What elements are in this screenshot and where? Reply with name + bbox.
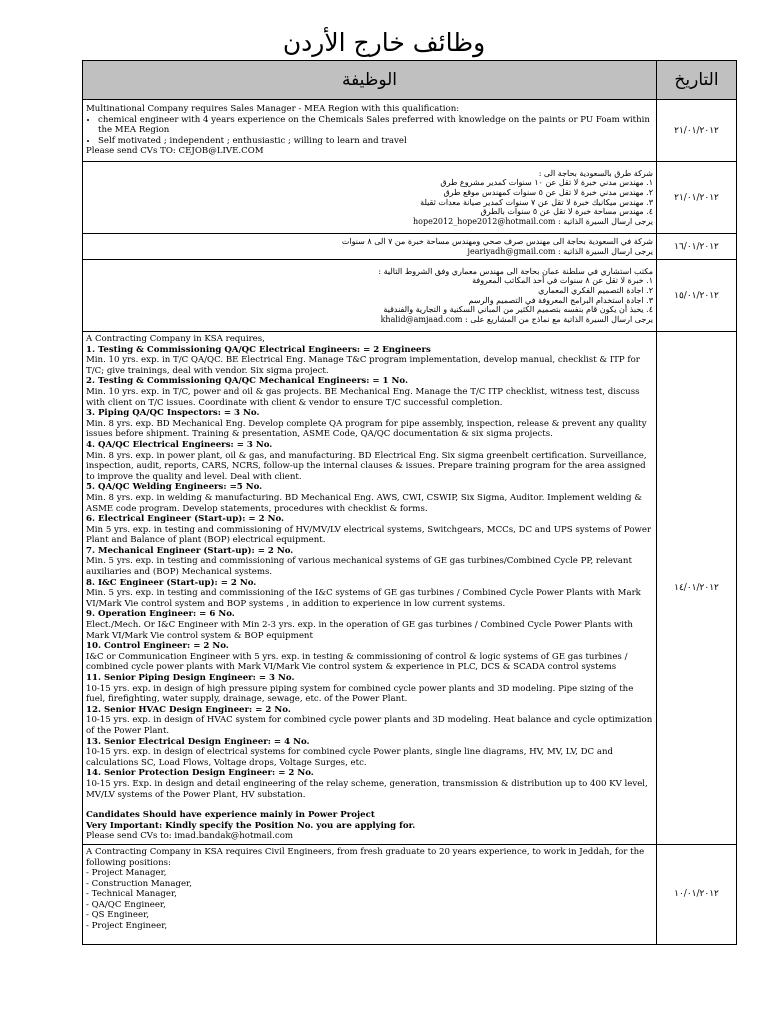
- job-cell: [83, 100, 657, 162]
- job-cell: [83, 234, 657, 260]
- job-bullets: [86, 115, 653, 147]
- position-heading: [86, 768, 653, 779]
- position-title: 6. Electrical Engineer (Start-up): = 2 No.: [86, 514, 285, 525]
- position-item: [86, 889, 653, 900]
- job-cell: [83, 332, 657, 845]
- position-description: I&C or Communication Engineer with 5 yrs. exp. in testing & commissioning of control & logic systems of GE gas turbines / combined cycle power plants with Mark VI/Mark Vie control system & experience in PLC, DCS & SCADA control systems: [86, 651, 628, 673]
- position-title: 14. Senior Protection Design Engineer: = 2 No.: [86, 768, 314, 779]
- table-row: [83, 100, 737, 162]
- position-description: Min. 5 yrs. exp. in testing and commissioning of the I&C systems of GE gas turbines / Combined Cycle Power Plants with Mark VI/Mark Vie control system and BOP systems , in addition to experience in low current systems.: [86, 588, 641, 609]
- position-item: [86, 879, 653, 890]
- job-contact: Please send CVs to: imad.bandak@hotmail.com: [86, 831, 294, 842]
- position-title: 8. I&C Engineer (Start-up): = 2 No.: [86, 577, 257, 588]
- position-heading: [86, 737, 653, 748]
- position-label: Project Engineer,: [91, 921, 168, 932]
- position-description: Min. 8 yrs. exp. BD Mechanical Eng. Develop complete QA program for pipe assembly, inspection, release & prevent any quality issues before shipment. Training & presentation, ASME Code, QA/QC documentation & six sigma projects.: [86, 418, 647, 440]
- date-cell: ١٤/٠١/٢٠١٢: [657, 332, 737, 845]
- position-description: 10-15 yrs. exp. in design of HVAC system for combined cycle power plants and 3D modeling. Heat balance and cycle optimization of the Power Plant.: [86, 715, 653, 736]
- dash-bullet: -: [86, 921, 92, 932]
- position-item: [86, 868, 653, 879]
- position-heading: [86, 609, 653, 620]
- job-contact: يرجى ارسال السيرة الذاتية مع نماذج من المشاريع على : khalid@amjaad.com: [380, 314, 653, 324]
- table-row: [83, 234, 737, 260]
- header-job: الوظيفة: [83, 61, 657, 100]
- date-cell: ١٠/٠١/٢٠١٢: [657, 844, 737, 944]
- job-intro: A Contracting Company in KSA requires Civil Engineers, from fresh graduate to 20 years experience, to work in Jeddah, for the following positions:: [86, 846, 645, 868]
- job-intro: Multinational Company requires Sales Manager - MEA Region with this qualification:: [86, 104, 460, 115]
- job-line: ٢. اجادة التصميم الفكري المعماري: [538, 285, 653, 295]
- position-title: 1. Testing & Commissioning QA/QC Electrical Engineers: = 2 Engineers: [86, 344, 431, 355]
- table-row: [83, 844, 737, 944]
- position-label: Technical Manager,: [91, 889, 177, 900]
- job-line: ٤. يحبذ أن يكون قام بنفسه بتصميم الكثير من المباني السكنية و التجارية والفندقية: [383, 305, 653, 315]
- position-list: [86, 868, 653, 932]
- table-row: [83, 260, 737, 332]
- position-description: Min. 8 yrs. exp. in welding & manufacturing. BD Mechanical Eng. AWS, CWI, CSWIP, Six Sigma, Auditor. Implement welding & ASME code program. Develop statements, procedures with checklist & forms.: [86, 492, 642, 514]
- position-heading: [86, 673, 653, 684]
- job-contact: يرجى ارسال السيرة الذاتية : hope2012_hope2012@hotmail.com: [413, 216, 653, 226]
- job-line: ٤. مهندس مساحة خبرة لا تقل عن ٥ سنوات بالطرق: [480, 207, 653, 217]
- position-heading: [86, 705, 653, 716]
- position-heading: [86, 641, 653, 652]
- position-title: 7. Mechanical Engineer (Start-up): = 2 No.: [86, 545, 294, 556]
- job-contact: Please send CVs TO: CEJOB@LIVE.COM: [86, 146, 264, 157]
- header-date: التاريخ: [657, 61, 737, 100]
- position-heading: [86, 376, 653, 387]
- dash-bullet: -: [86, 868, 92, 879]
- table-row: [83, 332, 737, 845]
- position-label: Project Manager,: [91, 868, 167, 879]
- job-line: ١. مهندس مدني خبرة لا تقل عن ١٠ سنوات كمدير مشروع طرق: [440, 178, 653, 188]
- job-line: ٣. اجادة استخدام البرامج المعروفة في التصميم والرسم: [468, 295, 653, 305]
- position-heading: [86, 578, 653, 589]
- job-line: شركة في السعودية بحاجة الى مهندس صرف صحي ومهندس مساحة خبرة من ٧ الى ٨ سنوات: [341, 236, 653, 246]
- position-title: 3. Piping QA/QC Inspectors: = 3 No.: [86, 408, 260, 419]
- position-title: 2. Testing & Commissioning QA/QC Mechanical Engineers: = 1 No.: [86, 376, 408, 387]
- position-label: QA/QC Engineer,: [91, 899, 166, 910]
- date-cell: ٢١/٠١/٢٠١٢: [657, 100, 737, 162]
- position-title: 10. Control Engineer: = 2 No.: [86, 641, 229, 652]
- position-description: Min 5 yrs. exp. in testing and commissioning of HV/MV/LV electrical systems, Switchgears, MCCs, DC and UPS systems of Power Plant and Balance of plant (BOP) electrical equipment.: [86, 524, 652, 546]
- job-intro: A Contracting Company in KSA requires,: [86, 334, 265, 344]
- position-description: Min. 8 yrs. exp. in power plant, oil & gas, and manufacturing. BD Electrical Eng. Six sigma greenbelt certification. Surveillance, inspection, audit, reports, CARS, NCRS, follow-up the internal clauses & issues. Prepare training program for the area assigned to improve the quality and level. Deal with client.: [86, 450, 647, 482]
- jobs-table: [82, 60, 737, 945]
- date-cell: ١٥/٠١/٢٠١٢: [657, 260, 737, 332]
- position-title: 9. Operation Engineer: = 6 No.: [86, 609, 235, 620]
- position-description: 10-15 yrs. exp. in design of high pressure piping system for combined cycle power plants and 3D modeling. Pipe sizing of the fuel, firefighting, water supply, drainage, sewage, etc. of the Power Plant.: [86, 683, 634, 705]
- job-contact: يرجى ارسال السيرة الذاتية : jeariyadh@gmail.com: [467, 246, 653, 256]
- position-description: Min. 10 yrs. exp. in T/C, power and oil & gas projects. BE Mechanical Eng. Manage the T/C ITP checklist, witness test, discuss with client on T/C issues. Coordinate with client & vendor to ensure T/C successful completion.: [86, 386, 640, 408]
- position-title: 13. Senior Electrical Design Engineer: = 4 No.: [86, 736, 310, 747]
- position-title: 12. Senior HVAC Design Engineer: = 2 No.: [86, 704, 291, 715]
- position-list: [86, 345, 653, 801]
- date-cell: ١٦/٠١/٢٠١٢: [657, 234, 737, 260]
- dash-bullet: -: [86, 910, 92, 921]
- job-note: Very Important: Kindly specify the Position No. you are applying for.: [86, 820, 416, 831]
- position-title: 5. QA/QC Welding Engineers: =5 No.: [86, 482, 263, 493]
- dash-bullet: -: [86, 878, 92, 889]
- position-description: 10-15 yrs. Exp. in design and detail engineering of the relay scheme, generation, transmission & distribution up to 400 KV level, MV/LV systems of the Power Plant, HV substation.: [86, 778, 648, 800]
- job-line: مكتب استشاري في سلطنة عمان بحاجة الى مهندس معماري وفق الشروط التالية :: [378, 266, 653, 276]
- position-item: [86, 921, 653, 932]
- position-heading: [86, 440, 653, 451]
- dash-bullet: -: [86, 899, 92, 910]
- table-row: [83, 162, 737, 234]
- job-line: ٣. مهندس ميكانيك خبرة لا تقل عن ٧ سنوات كمدير صيانة معدات ثقيلة: [420, 197, 653, 207]
- job-line: شركة طرق بالسعودية بحاجة الى :: [538, 168, 653, 178]
- job-bullet: • Self motivated ; independent ; enthusiastic ; willing to learn and travel: [98, 136, 653, 147]
- job-cell: [83, 162, 657, 234]
- position-heading: [86, 408, 653, 419]
- position-item: [86, 900, 653, 911]
- job-line: ١. خبرة لا تقل عن ٨ سنوات في أحد المكاتب المعروفة: [472, 276, 653, 286]
- position-title: 11. Senior Piping Design Engineer: = 3 No.: [86, 673, 295, 683]
- dash-bullet: -: [86, 889, 92, 900]
- position-label: Construction Manager,: [91, 878, 192, 889]
- position-description: Elect./Mech. Or I&C Engineer with Min 2-3 yrs. exp. in the operation of GE gas turbines / Combined Cycle Power Plants with Mark VI/Mark Vie control system & BOP equipment: [86, 620, 633, 641]
- job-cell: [83, 844, 657, 944]
- position-item: [86, 910, 653, 921]
- job-bullet: • chemical engineer with 4 years experience on the Chemicals Sales preferred with knowledge on the paints or PU Foam within the MEA Region: [98, 115, 653, 136]
- job-line: ٢. مهندس مدني خبرة لا تقل عن ٥ سنوات كمهندس موقع طرق: [443, 187, 653, 197]
- position-description: Min. 5 yrs. exp. in testing and commissioning of various mechanical systems of GE gas turbines/Combined Cycle PP, relevant auxiliaries and (BOP) Mechanical systems.: [86, 556, 632, 578]
- position-heading: [86, 546, 653, 557]
- position-title: 4. QA/QC Electrical Engineers: = 3 No.: [86, 439, 273, 450]
- position-heading: [86, 345, 653, 356]
- date-cell: ٢١/٠١/٢٠١٢: [657, 162, 737, 234]
- position-description: Min. 10 yrs. exp. in T/C QA/QC. BE Electrical Eng. Manage T&C program implementation, develop manual, checklist & ITP for T/C; give trainings, deal with vendor. Six sigma project.: [86, 355, 640, 376]
- page-title: وظائف خارج الأردن: [282, 28, 486, 57]
- job-note: Candidates Should have experience mainly in Power Project: [86, 810, 375, 821]
- table-header-row: [83, 61, 737, 100]
- position-label: QS Engineer,: [91, 910, 149, 921]
- position-heading: [86, 514, 653, 525]
- job-cell: [83, 260, 657, 332]
- position-heading: [86, 482, 653, 493]
- position-description: 10-15 yrs. exp. in design of electrical systems for combined cycle Power plants, single line diagrams, HV, MV, LV, DC and calculations SC, Load Flows, Voltage drops, Voltage Surges, etc.: [86, 747, 613, 768]
